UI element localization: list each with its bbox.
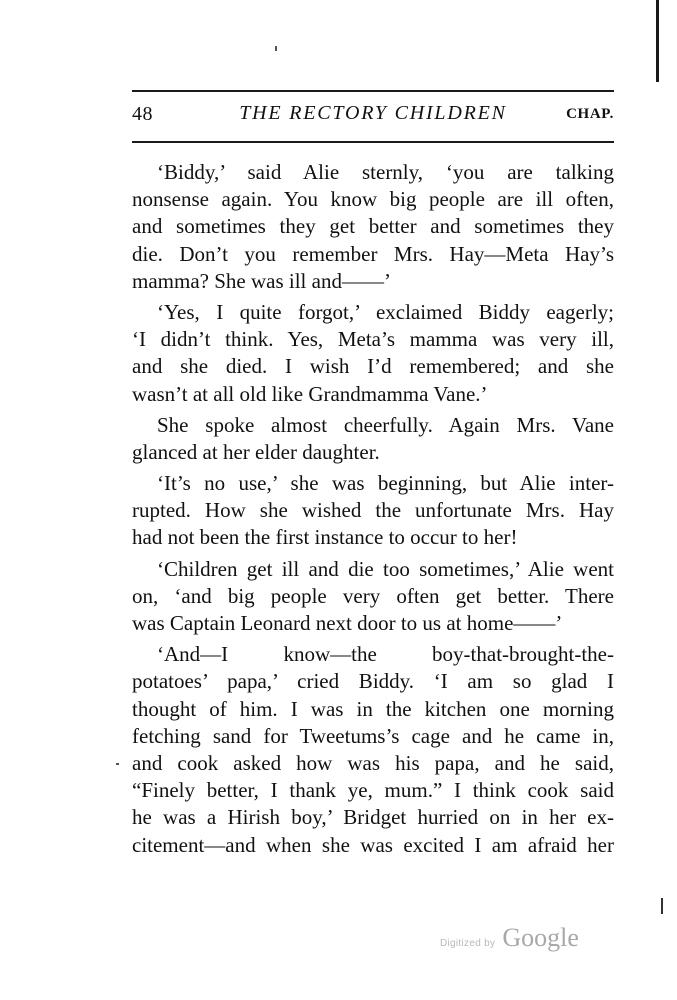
text-line: thought of him. I was in the kitchen one morning xyxy=(132,696,614,721)
text-line: on, ‘and big people very often get better. There xyxy=(132,583,614,608)
text-line: and sometimes they get better and sometimes they xyxy=(132,214,614,239)
text-line: fetching sand for Tweetums’s cage and he came in, xyxy=(132,723,614,748)
text-line: wasn’t at all old like Grandmamma Vane.’ xyxy=(132,381,488,406)
header-rule-bottom xyxy=(132,141,614,143)
scan-speck xyxy=(275,46,277,51)
text-line: glanced at her elder daughter. xyxy=(132,439,380,464)
text-line: had not been the first instance to occur to her! xyxy=(132,525,518,550)
text-line: ‘It’s no use,’ she was beginning, but Alie inter- xyxy=(157,471,614,496)
page-edge-mark xyxy=(661,898,663,914)
text-line: “Finely better, I thank ye, mum.” I think cook said xyxy=(132,778,614,803)
text-line: ‘Yes, I quite forgot,’ exclaimed Biddy eagerly; xyxy=(157,299,614,324)
text-line: ‘Biddy,’ said Alie sternly, ‘you are talking xyxy=(157,160,614,184)
text-line: he was a Hirish boy,’ Bridget hurried on in her ex- xyxy=(132,805,614,830)
text-line: and cook asked how was his papa, and he said, xyxy=(132,750,614,775)
text-line: She spoke almost cheerfully. Again Mrs. Vane xyxy=(157,412,614,437)
scan-speck xyxy=(116,763,119,765)
watermark-logo: Google xyxy=(502,923,579,952)
chapter-label: CHAP. xyxy=(566,106,614,122)
text-line: nonsense again. You know big people are ill often, xyxy=(132,187,614,212)
text-line: and she died. I wish I’d remembered; and she xyxy=(132,354,614,379)
body-text xyxy=(132,159,614,859)
text-line: mamma? She was ill and——’ xyxy=(132,268,391,293)
page-number: 48 xyxy=(132,103,153,125)
header-rule-top xyxy=(132,90,614,92)
text-line: was Captain Leonard next door to us at home——’ xyxy=(132,611,563,635)
running-title: THE RECTORY CHILDREN xyxy=(239,102,507,124)
digitized-watermark xyxy=(440,923,579,953)
text-line: die. Don’t you remember Mrs. Hay—Meta Hay’s xyxy=(132,241,614,266)
text-line: ‘And—I know—the boy-that-brought-the- xyxy=(157,642,614,667)
running-header xyxy=(132,101,614,131)
text-line: citement—and when she was excited I am afraid her xyxy=(132,832,614,857)
page-edge-line xyxy=(656,0,659,82)
text-line: ‘Children get ill and die too sometimes,’ Alie went xyxy=(157,556,614,581)
text-line: ‘I didn’t think. Yes, Meta’s mamma was very ill, xyxy=(132,327,614,352)
watermark-prefix: Digitized by xyxy=(440,938,496,949)
text-line: potatoes’ papa,’ cried Biddy. ‘I am so glad I xyxy=(132,669,614,694)
text-line: rupted. How she wished the unfortunate Mrs. Hay xyxy=(132,498,614,523)
